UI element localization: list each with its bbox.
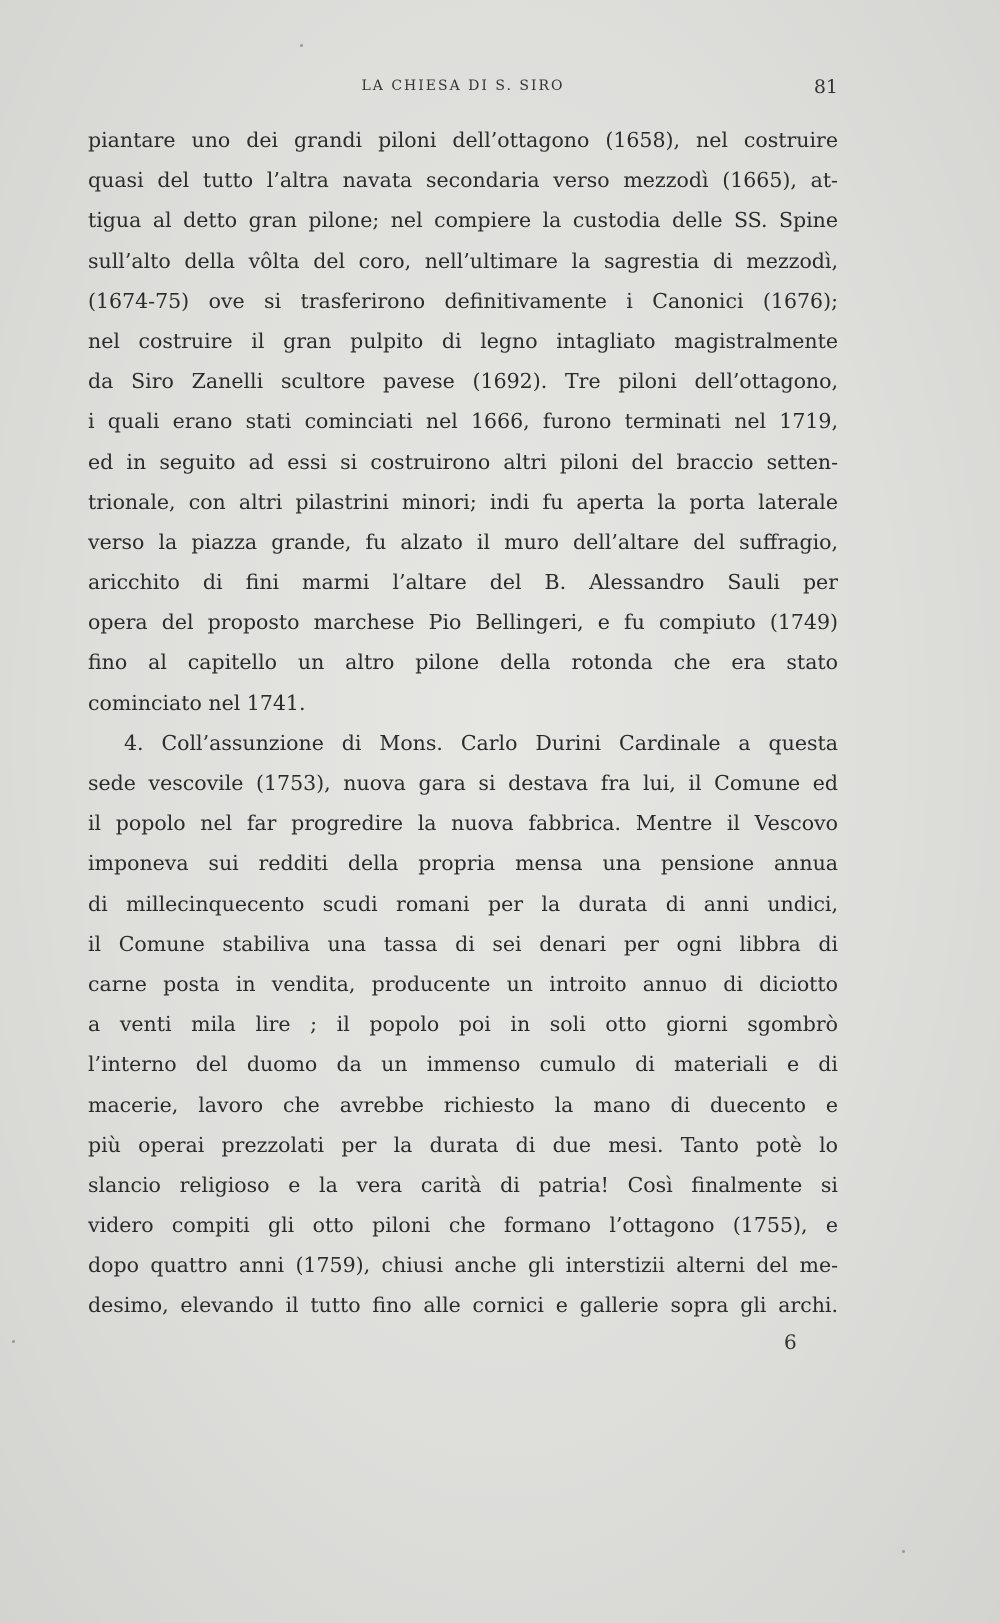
text-line: il popolo nel far progredire la nuova fabbrica. Mentre il Vescovo [88,811,838,836]
text-line: videro compiti gli otto piloni che formano l’ottagono (1755), e [88,1213,838,1238]
running-title: LA CHIESA DI S. SIRO [361,78,565,94]
signature-mark: 6 [784,1330,797,1354]
text-line: a venti mila lire ; il popolo poi in soli otto giorni sgombrò [88,1012,838,1037]
text-line: i quali erano stati cominciati nel 1666, furono terminati nel 1719, [88,409,838,434]
text-line: aricchito di fini marmi l’altare del B. Alessandro Sauli per [88,570,838,595]
text-line: più operai prezzolati per la durata di due mesi. Tanto potè lo [88,1132,838,1157]
paper-speck [12,1340,15,1343]
text-line: sede vescovile (1753), nuova gara si destava fra lui, il Comune ed [88,771,838,795]
page-number: 81 [813,76,838,98]
running-head [88,78,838,102]
text-line: il Comune stabiliva una tassa di sei denari per ogni libbra di [88,931,838,956]
text-line: desimo, elevando il tutto fino alle cornici e gallerie sopra gli archi. [88,1293,838,1318]
text-line: dopo quattro anni (1759), chiusi anche gli interstizii alterni del me- [88,1253,838,1278]
text-line: l’interno del duomo da un immenso cumulo di materiali e di [88,1052,838,1077]
text-line: imponeva sui redditi della propria mensa una pensione annua [88,851,838,876]
text-line: da Siro Zanelli scultore pavese (1692). Tre piloni dell’ottagono, [88,369,838,394]
text-line: di millecinquecento scudi romani per la durata di anni undici, [88,891,838,916]
text-line: quasi del tutto l’altra navata secondaria verso mezzodì (1665), at- [88,168,838,193]
text-line: verso la piazza grande, fu alzato il muro dell’altare del suffragio, [88,529,838,554]
text-line: 4. Coll’assunzione di Mons. Carlo Durini Cardinale a questa [124,730,838,755]
text-line: trionale, con altri pilastrini minori; indi fu aperta la porta laterale [88,489,838,514]
text-line: sull’alto della vôlta del coro, nell’ultimare la sagrestia di mezzodì, [88,248,838,273]
text-line: macerie, lavoro che avrebbe richiesto la mano di duecento e [88,1092,838,1117]
text-line: (1674-75) ove si trasferirono definitivamente i Canonici (1676); [88,288,838,313]
text-line: ed in seguito ad essi si costruirono altri piloni del braccio setten- [88,449,838,474]
text-line: fino al capitello un altro pilone della rotonda che era stato [88,650,838,675]
text-line: nel costruire il gran pulpito di legno intagliato magistralmente [88,328,838,353]
text-line: opera del proposto marchese Pio Bellingeri, e fu compiuto (1749) [88,610,838,635]
paper-speck [902,1550,905,1553]
text-line: slancio religioso e la vera carità di patria! Così finalmente si [88,1172,838,1197]
text-line: piantare uno dei grandi piloni dell’ottagono (1658), nel costruire [88,128,838,152]
text-line: cominciato nel 1741. [88,690,306,715]
text-line: carne posta in vendita, producente un introito annuo di diciotto [88,971,838,996]
paper-speck [300,44,303,47]
body-text [88,120,838,1326]
text-line: tigua al detto gran pilone; nel compiere la custodia delle SS. Spine [88,208,838,233]
